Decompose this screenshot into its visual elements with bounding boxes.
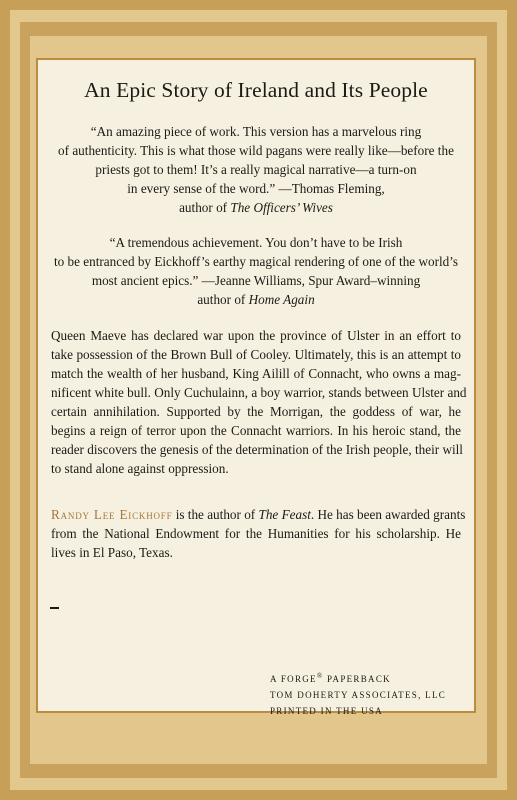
book-title: Home Again xyxy=(248,292,315,307)
review-quote-fleming xyxy=(50,122,462,217)
imprint-line: PRINTED IN THE USA xyxy=(270,706,383,716)
quote-attribution xyxy=(50,198,462,217)
book-title: The Feast xyxy=(258,507,311,522)
quote-line: to be entranced by Eickhoff’s earthy magical rendering of one of the world’s xyxy=(53,254,459,269)
book-title: The Officers’ Wives xyxy=(230,200,333,215)
description-line: Queen Maeve has declared war upon the province of Ulster in an effort to xyxy=(51,328,461,343)
imprint-suffix: PAPERBACK xyxy=(323,674,391,684)
attribution-prefix: author of xyxy=(179,200,231,215)
bio-text: is the author of xyxy=(172,507,259,522)
description-line: reader discovers the genesis of the determination of the Irish people, their will xyxy=(51,442,463,457)
imprint-prefix: A FORGE xyxy=(270,674,317,684)
bio-text: . He has been awarded grants xyxy=(310,507,466,522)
bio-line: lives in El Paso, Texas. xyxy=(51,545,173,560)
bio-line: from the National Endowment for the Humanities for his scholarship. He xyxy=(51,526,461,541)
description-line: nificent white bull. Only Cuchulainn, a boy warrior, stands between Ulster and xyxy=(51,385,467,400)
imprint-line: TOM DOHERTY ASSOCIATES, LLC xyxy=(270,690,447,700)
quote-line: “A tremendous achievement. You don’t have to be Irish xyxy=(109,235,403,250)
registered-mark: ® xyxy=(316,672,324,680)
imprint-line xyxy=(270,668,446,687)
quote-line: of authenticity. This is what those wild pagans were really like—before the xyxy=(58,143,454,158)
author-name: Randy Lee Eickhoff xyxy=(51,507,173,522)
back-cover-panel xyxy=(36,58,476,716)
description-line: match the wealth of her husband, King Ailill of Connacht, who owns a mag- xyxy=(51,366,461,381)
publisher-imprint xyxy=(270,668,446,719)
quote-line: in every sense of the word.” —Thomas Fleming, xyxy=(127,181,385,196)
description-line: take possession of the Brown Bull of Cooley. Ultimately, this is an attempt to xyxy=(51,347,461,362)
description-line: begins a reign of terror upon the Connacht warriors. In his heroic stand, the xyxy=(51,423,461,438)
review-quote-williams xyxy=(50,233,462,309)
description-line: to stand alone against oppression. xyxy=(51,461,229,476)
author-bio xyxy=(51,505,466,562)
quote-line: most ancient epics.” —Jeanne Williams, Spur Award–winning xyxy=(91,273,421,288)
quote-line: “An amazing piece of work. This version has a marvelous ring xyxy=(90,124,422,139)
attribution-prefix: author of xyxy=(197,292,249,307)
bio-line xyxy=(51,505,466,524)
page-title: An Epic Story of Ireland and Its People xyxy=(84,78,428,102)
quote-line: priests got to them! It’s a really magical narrative—a turn-on xyxy=(95,162,417,177)
quote-attribution xyxy=(50,290,462,309)
dash-mark xyxy=(50,607,59,609)
description-line: certain annihilation. Supported by the Morrigan, the goddess of war, he xyxy=(51,404,461,419)
book-description xyxy=(51,326,467,478)
